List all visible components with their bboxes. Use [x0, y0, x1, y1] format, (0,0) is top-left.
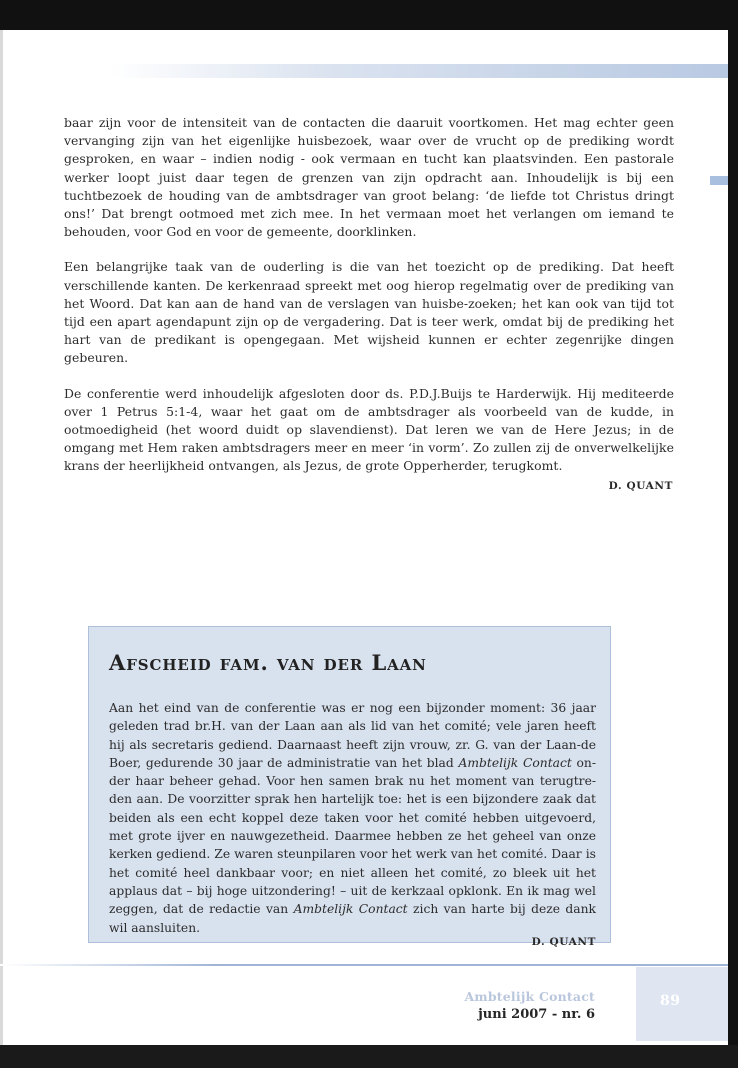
farewell-box-signature: D. QUANT [531, 935, 596, 948]
farewell-text-part-1: Aan het eind van de conferentie was er nog een bijzonder moment: 36 jaar geleden trad br.H. van der Laan aan als lid van het comité; vele jaren heeft hij als secretaris gediend. Daarnaast heeft zijn vrouw, zr. G. van der Laan-de Boer, gedurende 30 jaar de administratie van het blad [109, 701, 596, 770]
scan-border-right [728, 0, 738, 1068]
farewell-box-title: Afscheid fam. van der Laan [109, 650, 427, 675]
footer-magazine-name: Ambtelijk Contact [464, 989, 595, 1004]
article-paragraph-3: De conferentie werd inhoudelijk afgesloten door ds. P.D.J.Buijs te Harderwijk. Hij mediteerde over 1 Petrus 5:1-4, waar het gaat om de ambtsdrager als voorbeeld van de kudde, in ootmoedigheid (het woord duidt op slavendienst). Dat leren we van de Here Jezus; in de omgang met Hem raken ambtsdragers meer en meer ‘in vorm’. Zo zullen zij de onverwelkelijke krans der heerlijkheid ontvangen, als Jezus, de grote Opperherder, terugkomt. [64, 385, 674, 474]
farewell-box-text [109, 699, 596, 937]
scan-border-top [0, 0, 738, 30]
farewell-text-part-3: zich van harte bij deze dank wil aansluiten. [109, 902, 596, 935]
article-body [64, 114, 674, 492]
page-number-block [636, 967, 728, 1041]
page-number: 89 [660, 993, 681, 1009]
farewell-box [88, 626, 611, 948]
scan-border-bottom [0, 1045, 738, 1068]
footer-issue: juni 2007 - nr. 6 [478, 1007, 595, 1022]
article-signature: D. QUANT [608, 479, 673, 492]
farewell-text-part-2: on-der haar beheer gehad. Voor hen samen brak nu het moment van terugtre-den aan. De voorzitter sprak hen hartelijk toe: het is een bijzondere zaak dat beiden als een echt koppel deze taken voor het comité hebben uitgevoerd, met grote ijver en nauwgezetheid. Daarmee hebben ze het geheel van onze kerken gediend. Ze waren steunpilaren voor het werk van het comité. Daar is het comité heel dankbaar voor; en niet alleen het comité, zo bleek uit het applaus dat – bij hoge uitzondering! – uit de kerkzaal opklonk. En ik mag wel zeggen, dat de redactie van [109, 755, 596, 917]
article-paragraph-1: baar zijn voor de intensiteit van de contacten die daaruit voortkomen. Het mag echter geen vervanging zijn van het eigenlijke huisbezoek, waar over de vrucht op de prediking wordt gesproken, en waar – indien nodig - ook vermaan en tucht kan plaatsvinden. Een pastorale werker loopt juist daar tegen de grenzen van zijn opdracht aan. Inhoudelijk is bij een tuchtbezoek de houding van de ambtsdrager van groot belang: ‘de liefde tot Christus dringt ons!’ Dat brengt ootmoed met zich mee. In het vermaan moet het verlangen om iemand te behouden, voor God en voor de gemeente, doorklinken. [64, 115, 674, 240]
side-tab-marker [710, 176, 728, 185]
magazine-title-italic-1: Ambtelijk Contact [458, 755, 572, 770]
magazine-title-italic-2: Ambtelijk Contact [293, 902, 408, 917]
top-decorative-rule [110, 64, 728, 78]
page-edge [0, 30, 3, 1045]
article-paragraph-2: Een belangrijke taak van de ouderling is die van het toezicht op de prediking. Dat heeft verschillende kanten. De kerkenraad spreekt met oog hierop regelmatig over de prediking van het Woord. Dat kan aan de hand van de verslagen van huisbe-zoeken; het kan ook van tijd tot tijd een apart agendapunt zijn op de vergadering. Dat is teer werk, omdat bij de prediking het hart van de predikant is opengegaan. Met wijsheid kunnen er echter zegenrijke dingen gebeuren. [64, 259, 674, 366]
footer-rule [0, 964, 728, 966]
